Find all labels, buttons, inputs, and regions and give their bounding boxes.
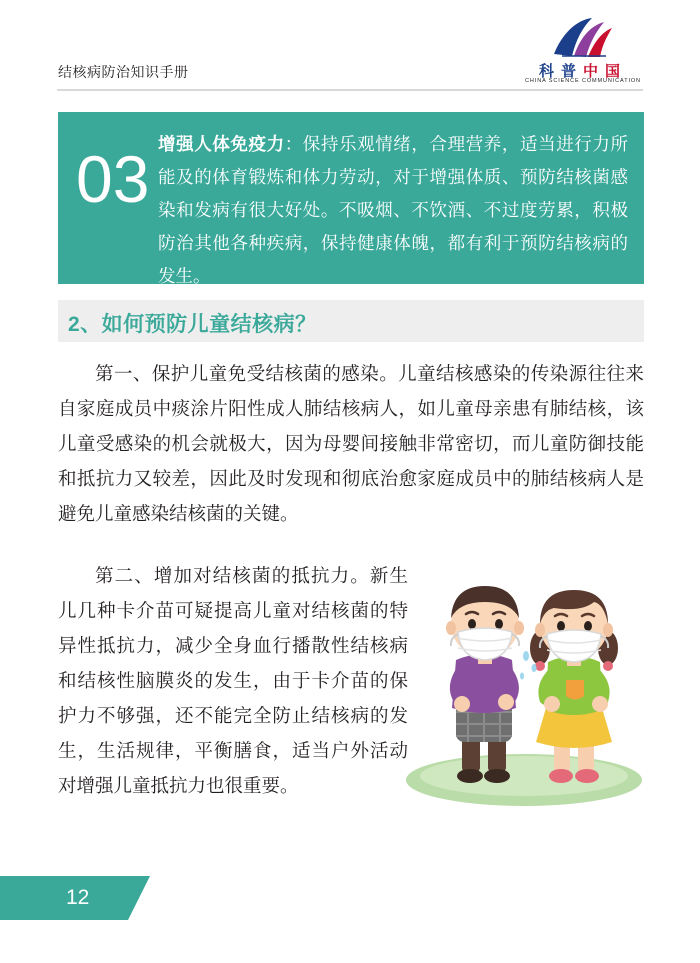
header-divider xyxy=(57,89,643,91)
page-header xyxy=(0,0,700,96)
callout-number: 03 xyxy=(76,142,150,216)
page-number-tab xyxy=(0,876,128,920)
logo-english-text: CHINA SCIENCE COMMUNICATION xyxy=(525,78,641,84)
section-heading xyxy=(58,300,644,342)
science-communication-logo-icon xyxy=(552,16,614,58)
logo-cn-right: 中国 xyxy=(583,63,628,80)
paragraph-first: 第一、保护儿童免受结核菌的感染。儿童结核感染的传染源往往来自家庭成员中痰涂片阳性成人肺结核病人，如儿童母亲患有肺结核，该儿童受感染的机会就极大，因为母婴间接触非常密切，而儿童防御技能和抵抗力又较差，因此及时发现和彻底治愈家庭成员中的肺结核病人是避免儿童感染结核菌的关键。 xyxy=(58,363,644,524)
callout-box-03 xyxy=(58,112,644,284)
header-title: 结核病防治知识手册 xyxy=(58,64,189,80)
callout-text xyxy=(158,128,628,293)
two-children-wearing-masks-illustration xyxy=(400,552,648,812)
callout-lead: 增强人体免疫力 xyxy=(158,134,285,154)
callout-detail: ：保持乐观情绪，合理营养，适当进行力所能及的体育锻炼和体力劳动，对于增强体质、预防结核菌感染和发病有很大好处。不吸烟、不饮酒、不过度劳累，积极防治其他各种疾病，保持健康体魄，都有利于预防结核病的发生。 xyxy=(158,134,629,286)
logo xyxy=(518,16,648,82)
section-heading-label: 2、如何预防儿童结核病？ xyxy=(68,313,317,336)
page-number: 12 xyxy=(66,886,90,909)
logo-cn-left: 科普 xyxy=(538,63,583,80)
paragraph-second: 第二、增加对结核菌的抵抗力。新生儿几种卡介苗可疑提高儿童对结核菌的特异性抵抗力，减少全身血行播散性结核病和结核性脑膜炎的发生，由于卡介苗的保护力不够强，还不能完全防止结核病的发生，生活规律，平衡膳食，适当户外活动对增强儿童抵抗力也很重要。 xyxy=(58,565,408,796)
